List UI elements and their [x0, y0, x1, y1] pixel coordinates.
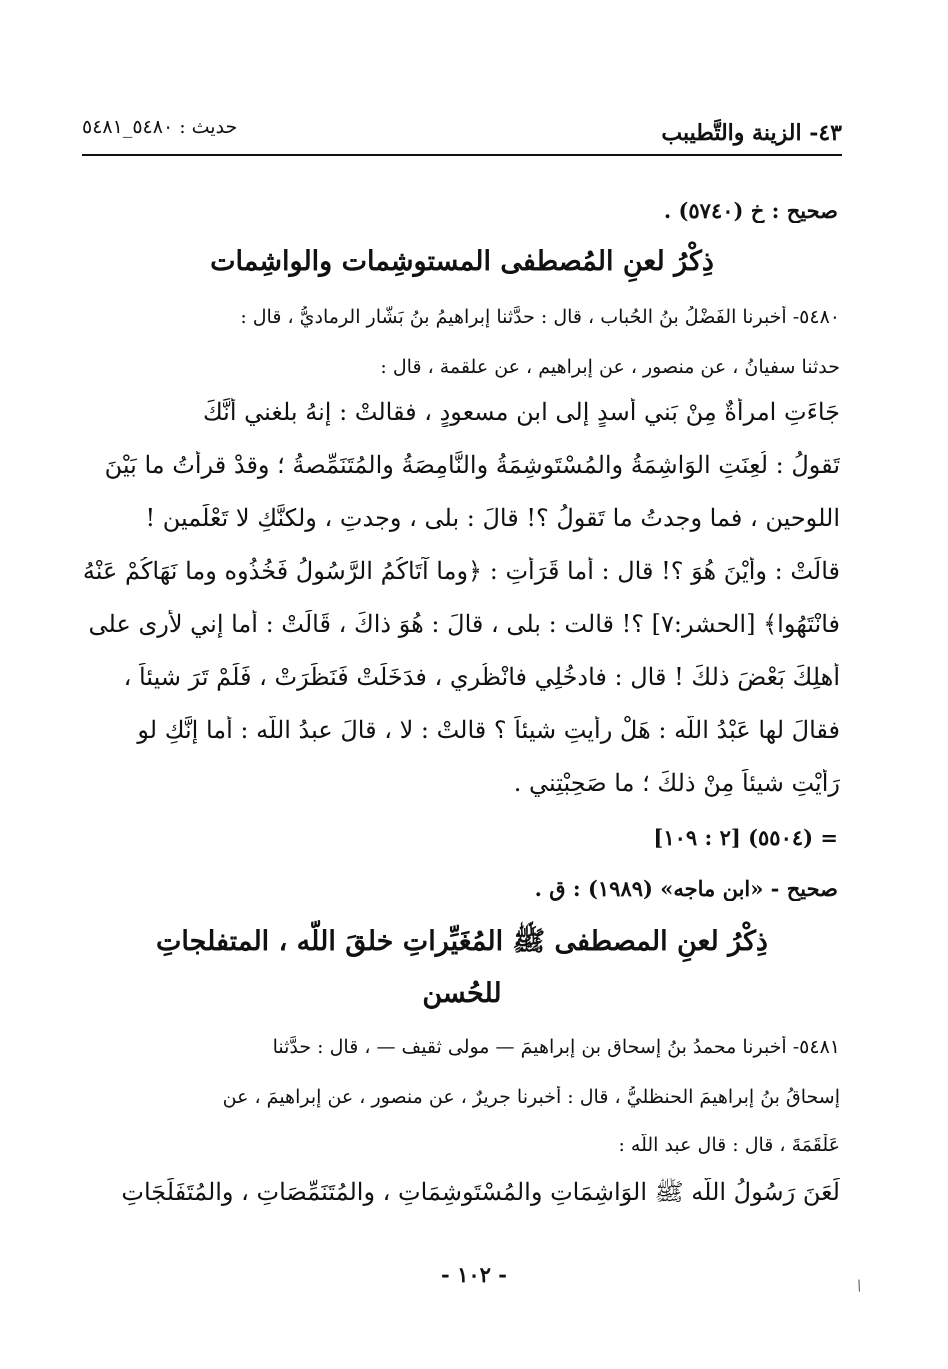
margin-mark: /: [854, 1277, 865, 1295]
section-heading: ذِكْرُ لعنِ المصطفى ﷺ المُغَيِّراتِ خلقَ اللّه ، المتفلجاتِ: [156, 926, 768, 957]
section-heading-continued: للحُسن: [422, 978, 502, 1009]
grade-line: صحيح - «ابن ماجه» (١٩٨٩) : ق .: [534, 876, 838, 901]
section-heading: ذِكْرُ لعنِ المُصطفى المستوشِمات والواشِمات: [210, 246, 714, 277]
running-header: [82, 110, 842, 150]
matn-line: قالَتْ : وأَيْنَ هُوَ ؟! قال : أما قَرَأْتِ : ﴿وما آتَاكُمُ الرَّسُولُ فَخُذُوه وما نَهَاكُمْ عَنْهُ: [82, 557, 840, 585]
grade-line: صحيح : خ (٥٧٤٠) .: [663, 198, 838, 223]
matn-line: أهلِكَ بَعْضَ ذلكَ ! قال : فادخُلِي فانْظُري ، فدَخَلَتْ فَنَظَرَتْ ، فَلَمْ تَرَ شيئاً ،: [123, 663, 840, 691]
matn-line: فقالَ لها عَبْدُ اللّه : هَلْ رأيتِ شيئاً ؟ قالتْ : لا ، قالَ عبدُ اللّه : أما إنَّكِ لو: [137, 716, 840, 744]
matn-line: اللوحين ، فما وجدتُ ما تَقولُ ؟! قالَ : بلى ، وجدتِ ، ولكنَّكِ لا تَعْلَمين !: [145, 504, 840, 532]
hadith-range: حديث : ٥٤٨٠_٥٤٨١: [82, 116, 238, 138]
matn-line: رَأَيْتِ شيئاً مِنْ ذلكَ ؛ ما صَحِبْتِني .: [513, 769, 840, 797]
matn-line: تَقولُ : لُعِنَتِ الوَاشِمَةُ والمُسْتَوشِمَةُ والنَّامِصَةُ والمُتَنَمِّصةُ ؛ وقدْ قرأتُ ما بَيْنَ: [104, 451, 840, 479]
header-rule: [82, 154, 842, 156]
cross-reference: = (٥٥٠٤) [٢ : ١٠٩]: [653, 825, 838, 850]
isnad-line: إسحاقُ بنُ إبراهيمَ الحنظليُّ ، قال : أخبرنا جريرٌ ، عن منصورٍ ، عن إبراهيمَ ، عن: [222, 1086, 840, 1108]
matn-line: لَعَنَ رَسُولُ اللّه ﷺ الوَاشِمَاتِ والمُسْتَوشِمَاتِ ، والمُتَنَمِّصَاتِ ، والمُتَفَلِّجَاتِ: [121, 1178, 840, 1206]
matn-line: فانْتَهُوا﴾ [الحشر:٧] ؟! قالت : بلى ، قالَ : هُوَ ذاكَ ، قَالَتْ : أما إني لأرى على: [88, 610, 840, 638]
isnad-line: حدثنا سفيانُ ، عن منصورٍ ، عن إبراهيم ، عن علقمة ، قال :: [380, 356, 840, 378]
isnad-line: عَلْقَمَةَ ، قال : قال عبد اللّه :: [618, 1134, 840, 1156]
chapter-title: ٤٣- الزينة والتَّطيبب: [661, 120, 842, 146]
page-number: - ١٠٢ -: [441, 1262, 507, 1287]
matn-line: جَاءَتِ امرأةٌ مِنْ بَني أسدٍ إلى ابنِ مسعودٍ ، فقالتْ : إنهُ بلغني أنَّكَ: [202, 398, 840, 426]
isnad-line: ٥٤٨١- أخبرنا محمدُ بنُ إسحاق بن إبراهيمَ — مولى ثقيف — ، قال : حدَّثنا: [272, 1036, 840, 1058]
isnad-line: ٥٤٨٠- أخبرنا الفَضْلُ بنُ الحُباب ، قال : حدَّثنا إبراهيمُ بنُ بَشَّار الرماديُّ ، قال :: [240, 306, 840, 328]
